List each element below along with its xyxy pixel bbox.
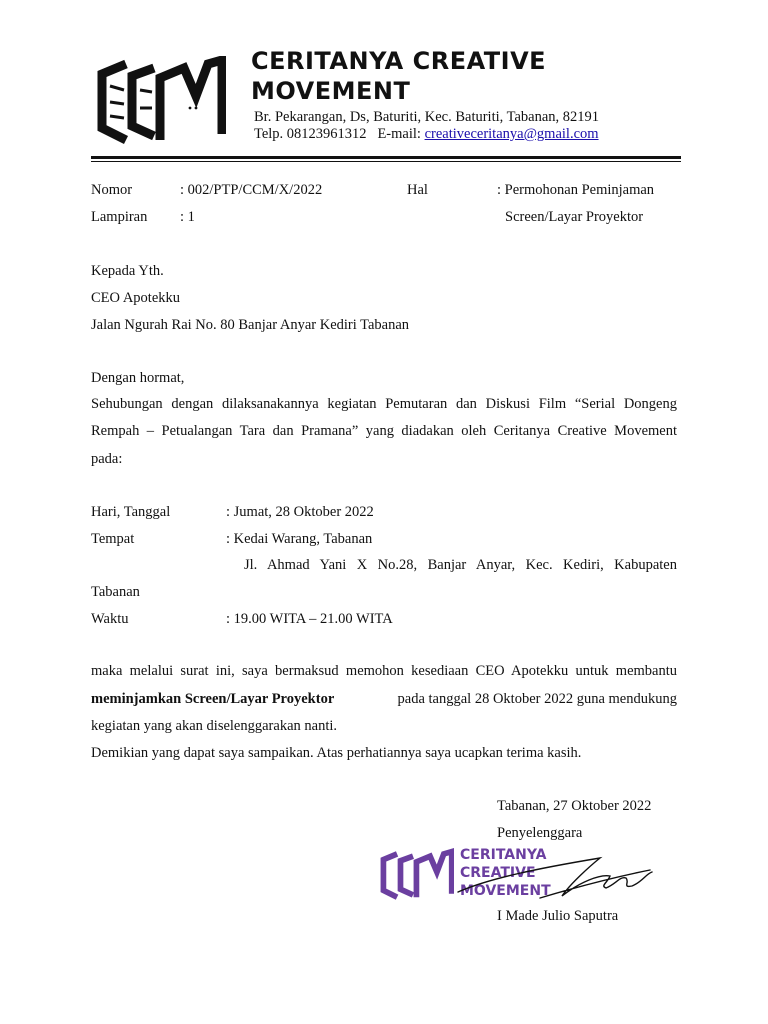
intro-line3: pada: — [91, 451, 123, 467]
time-value: : 19.00 WITA – 21.00 WITA — [226, 611, 393, 627]
recipient-line1: Kepada Yth. — [91, 263, 164, 279]
signer-name: I Made Julio Saputra — [497, 908, 619, 924]
lampiran-value: : 1 — [180, 209, 195, 225]
stamp-line1: CERITANYA — [460, 847, 547, 863]
request-line3: kegiatan yang akan diselenggarakan nanti. — [91, 718, 337, 734]
closing-sentence: Demikian yang dapat saya sampaikan. Atas perhatiannya saya ucapkan terima kasih. — [91, 745, 582, 761]
lampiran-label: Lampiran — [91, 209, 148, 225]
greeting: Dengan hormat, — [91, 370, 185, 386]
date-value: : Jumat, 28 Oktober 2022 — [226, 504, 374, 520]
hal-value-line2: Screen/Layar Proyektor — [505, 209, 644, 225]
email-link[interactable]: creativeceritanya@gmail.com — [424, 126, 599, 142]
org-address: Br. Pekarangan, Ds, Baturiti, Kec. Baturiti, Tabanan, 82191 — [254, 109, 600, 125]
org-name-line1: CERITANYA CREATIVE — [251, 47, 547, 75]
stamp-line3: MOVEMENT — [460, 883, 551, 899]
org-name — [251, 46, 546, 106]
recipient-line2: CEO Apotekku — [91, 290, 181, 306]
handwritten-signature — [450, 848, 660, 906]
stamp-line2: CREATIVE — [460, 865, 536, 881]
email-label: E-mail: — [377, 126, 421, 142]
intro-line1: Sehubungan dengan dilaksanakannya kegiatan Pemutaran dan Diskusi Film “Serial Dongeng — [91, 396, 677, 412]
hal-value-line1: : Permohonan Peminjaman — [497, 182, 655, 198]
hal-label: Hal — [407, 182, 428, 198]
nomor-label: Nomor — [91, 182, 133, 198]
org-contact — [254, 125, 599, 143]
request-line2-rest: pada tanggal 28 Oktober 2022 guna mendukung — [397, 691, 677, 707]
request-line2-bold: meminjamkan Screen/Layar Proyektor — [91, 691, 335, 707]
ccm-logo-icon — [96, 56, 226, 146]
place-address-line1: Jl. Ahmad Yani X No.28, Banjar Anyar, Kec. Kediri, Kabupaten — [244, 557, 677, 573]
recipient-line3: Jalan Ngurah Rai No. 80 Banjar Anyar Kediri Tabanan — [91, 317, 410, 333]
nomor-value: : 002/PTP/CCM/X/2022 — [180, 182, 323, 198]
ccm-stamp-icon — [380, 848, 454, 902]
signoff-place-date: Tabanan, 27 Oktober 2022 — [497, 798, 652, 814]
org-name-line2: MOVEMENT — [251, 77, 411, 105]
header-divider-thick — [91, 156, 681, 159]
header-divider-thin — [91, 161, 681, 162]
place-label: Tempat — [91, 531, 135, 547]
request-line1: maka melalui surat ini, saya bermaksud memohon kesediaan CEO Apotekku untuk membantu — [91, 663, 677, 679]
time-label: Waktu — [91, 611, 129, 627]
org-phone: Telp. 08123961312 — [254, 126, 367, 142]
intro-line2: Rempah – Petualangan Tara dan Pramana” yang diadakan oleh Ceritanya Creative Movement — [91, 423, 677, 439]
date-label: Hari, Tanggal — [91, 504, 171, 520]
place-value: : Kedai Warang, Tabanan — [226, 531, 373, 547]
signoff-role: Penyelenggara — [497, 825, 583, 841]
place-address-line2: Tabanan — [91, 584, 140, 600]
